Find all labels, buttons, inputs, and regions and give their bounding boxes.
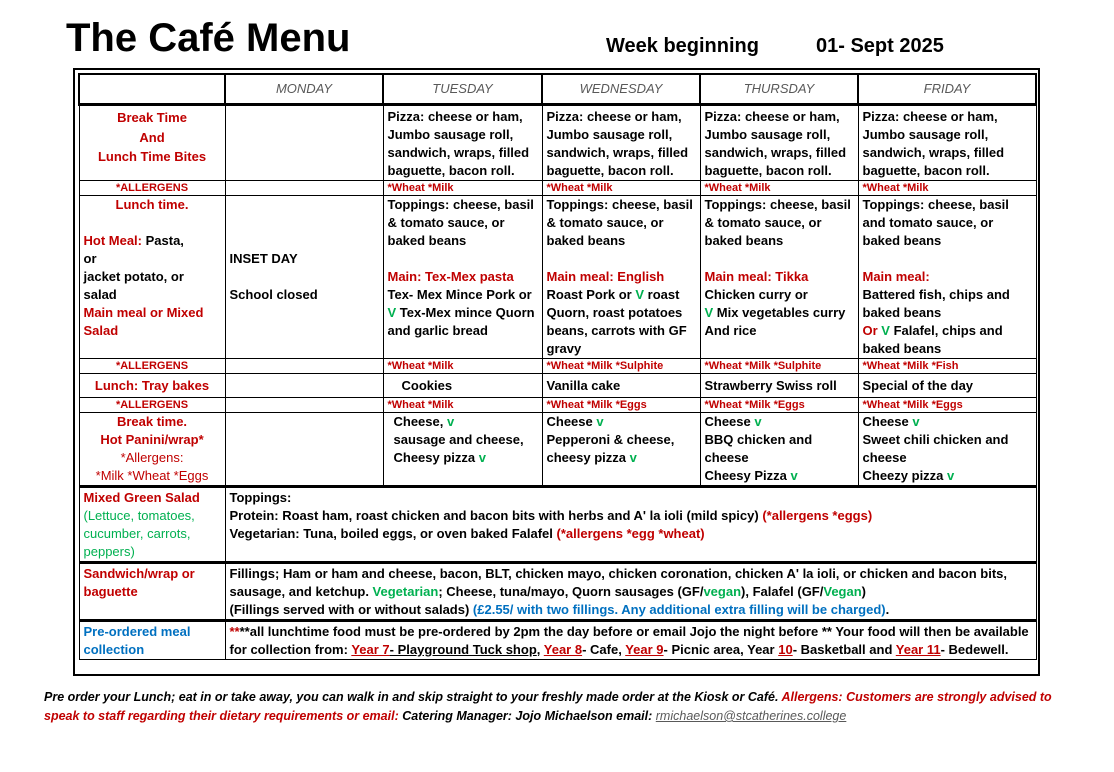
allergens-label: *ALLERGENS: [79, 398, 225, 413]
tray-bakes-thu: Strawberry Swiss roll: [700, 374, 858, 398]
day-tuesday: TUESDAY: [383, 74, 542, 105]
preorder-details: ****all lunchtime food must be pre-ordered by 2pm the day before or email Jojo the night before ** Your food will then be available for collection from: Year 7- Playground Tuck shop, Year 8- Cafe, Year 9- Picnic area, Year 10- Basketball and Year 11- Bedewell.: [225, 621, 1036, 660]
break-bites-fri: Pizza: cheese or ham, Jumbo sausage roll, sandwich, wraps, filled baguette, bacon roll.: [858, 105, 1036, 181]
tray-bakes-fri: Special of the day: [858, 374, 1036, 398]
sandwich-label: Sandwich/wrap or baguette: [79, 563, 225, 621]
allergens-tue: *Wheat *Milk: [383, 181, 542, 196]
allergens-thu: *Wheat *Milk *Eggs: [700, 398, 858, 413]
allergens-fri: *Wheat *Milk *Eggs: [858, 398, 1036, 413]
panini-tue: Cheese, v sausage and cheese, Cheesy pizza v: [383, 413, 542, 487]
week-date: 01- Sept 2025: [816, 35, 944, 57]
allergens-tue: *Wheat *Milk: [383, 359, 542, 374]
menu-table: [78, 73, 1037, 660]
panini-label: Break time. Hot Panini/wrap* *Allergens: *Milk *Wheat *Eggs: [79, 413, 225, 487]
allergens-mon: [225, 181, 383, 196]
lunch-mon: INSET DAY School closed: [225, 196, 383, 359]
tray-bakes-row: [79, 374, 1036, 398]
lunch-tue: Toppings: cheese, basil & tomato sauce, or baked beans Main: Tex-Mex pasta Tex- Mex Mince Pork or V Tex-Mex mince Quorn and garlic bread: [383, 196, 542, 359]
allergens-wed: *Wheat *Milk *Sulphite: [542, 359, 700, 374]
allergens-mon: [225, 398, 383, 413]
break-bites-allergens-row: [79, 181, 1036, 196]
allergens-mon: [225, 359, 383, 374]
tray-bakes-wed: Vanilla cake: [542, 374, 700, 398]
day-header-row: [79, 74, 1036, 105]
allergens-fri: *Wheat *Milk *Fish: [858, 359, 1036, 374]
break-bites-wed: Pizza: cheese or ham, Jumbo sausage roll, sandwich, wraps, filled baguette, bacon roll.: [542, 105, 700, 181]
allergens-label: *ALLERGENS: [79, 359, 225, 374]
break-bites-label: Break Time And Lunch Time Bites: [79, 105, 225, 181]
week-label: Week beginning: [606, 35, 759, 57]
salad-row: [79, 487, 1036, 563]
break-bites-row: [79, 105, 1036, 181]
salad-details: Toppings: Protein: Roast ham, roast chicken and bacon bits with herbs and A' la ioli (mild spicy) (*allergens *eggs) Vegetarian: Tuna, boiled eggs, or oven baked Falafel (*allergens *egg *wheat): [225, 487, 1036, 563]
day-thursday: THURSDAY: [700, 74, 858, 105]
lunch-allergens-row: [79, 359, 1036, 374]
catering-email-link[interactable]: rmichaelson@stcatherines.college: [655, 709, 847, 723]
sandwich-row: [79, 563, 1036, 621]
preorder-row: [79, 621, 1036, 660]
tray-bakes-label: Lunch: Tray bakes: [79, 374, 225, 398]
preorder-label: Pre-ordered meal collection: [79, 621, 225, 660]
sandwich-details: Fillings; Ham or ham and cheese, bacon, BLT, chicken mayo, chicken coronation, chicken A' la ioli, or chicken and bacon bits, sausage, and ketchup. Vegetarian; Cheese, tuna/mayo, Quorn sausages (GF/vegan), Falafel (GF/Vegan) (Fillings served with or without salads) (£2.55/ with two fillings. Any additional extra filling will be charged).: [225, 563, 1036, 621]
allergens-wed: *Wheat *Milk *Eggs: [542, 398, 700, 413]
lunch-row: [79, 196, 1036, 359]
day-monday: MONDAY: [225, 74, 383, 105]
break-bites-mon: [225, 105, 383, 181]
lunch-fri: Toppings: cheese, basil and tomato sauce, or baked beans Main meal: Battered fish, chips and baked beans Or V Falafel, chips and baked beans: [858, 196, 1036, 359]
allergens-tue: *Wheat *Milk: [383, 398, 542, 413]
footer-note: Pre order your Lunch; eat in or take away, you can walk in and skip straight to your freshly made order at the Kiosk or Café. Allergens: Customers are strongly advised to speak to staff regarding their dietary requirements or email: Catering Manager: Jojo Michaelson email: rmichaelson@stcatherines.college: [44, 690, 1052, 723]
allergens-thu: *Wheat *Milk: [700, 181, 858, 196]
page-title: The Café Menu: [66, 16, 351, 60]
allergens-label: *ALLERGENS: [79, 181, 225, 196]
tray-bakes-tue: Cookies: [383, 374, 542, 398]
tray-bakes-allergens-row: [79, 398, 1036, 413]
lunch-label: Lunch time. Hot Meal: Pasta, or jacket potato, or salad Main meal or Mixed Salad: [79, 196, 225, 359]
lunch-thu: Toppings: cheese, basil & tomato sauce, or baked beans Main meal: Tikka Chicken curry or V Mix vegetables curry And rice: [700, 196, 858, 359]
day-friday: FRIDAY: [858, 74, 1036, 105]
salad-label: Mixed Green Salad (Lettuce, tomatoes, cucumber, carrots, peppers): [79, 487, 225, 563]
panini-thu: Cheese v BBQ chicken and cheese Cheesy Pizza v: [700, 413, 858, 487]
panini-row: [79, 413, 1036, 487]
break-bites-tue: Pizza: cheese or ham, Jumbo sausage roll, sandwich, wraps, filled baguette, bacon roll.: [383, 105, 542, 181]
panini-fri: Cheese v Sweet chili chicken and cheese Cheezy pizza v: [858, 413, 1036, 487]
break-bites-thu: Pizza: cheese or ham, Jumbo sausage roll, sandwich, wraps, filled baguette, bacon roll.: [700, 105, 858, 181]
allergens-thu: *Wheat *Milk *Sulphite: [700, 359, 858, 374]
day-wednesday: WEDNESDAY: [542, 74, 700, 105]
tray-bakes-mon: [225, 374, 383, 398]
panini-mon: [225, 413, 383, 487]
allergens-fri: *Wheat *Milk: [858, 181, 1036, 196]
header-corner: [79, 74, 225, 105]
panini-wed: Cheese v Pepperoni & cheese, cheesy pizza v: [542, 413, 700, 487]
lunch-wed: Toppings: cheese, basil & tomato sauce, or baked beans Main meal: English Roast Pork or V roast Quorn, roast potatoes beans, carrots with GF gravy: [542, 196, 700, 359]
allergens-wed: *Wheat *Milk: [542, 181, 700, 196]
